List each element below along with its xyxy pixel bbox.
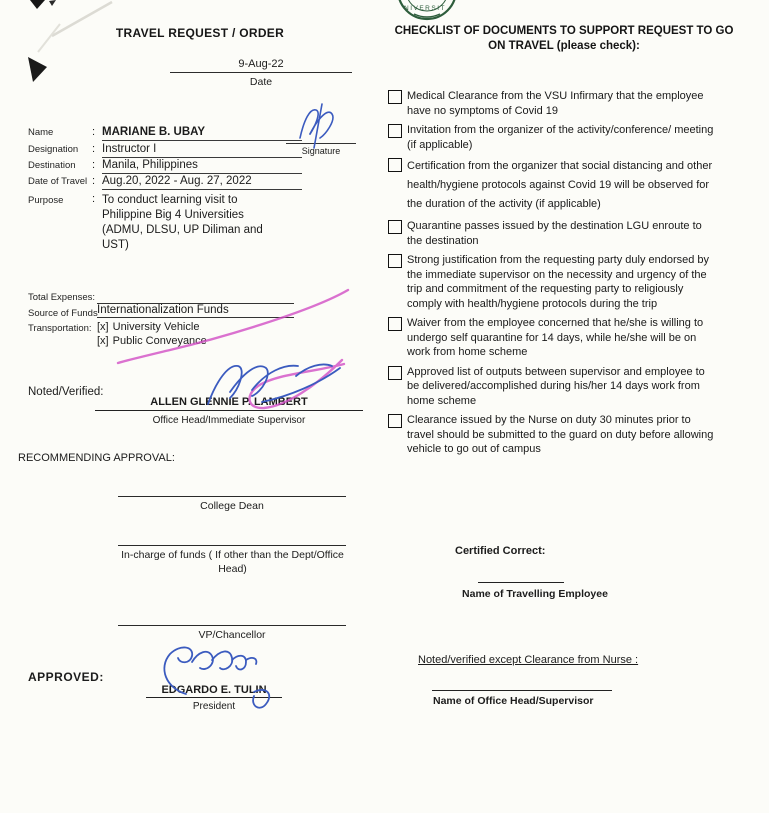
colon: : bbox=[92, 126, 96, 138]
college-dean-signature-line bbox=[118, 482, 346, 497]
office-head-label: Name of Office Head/Supervisor bbox=[433, 695, 594, 707]
checklist-item-strong-justification bbox=[388, 253, 728, 311]
vp-chancellor-signature-line bbox=[118, 611, 346, 626]
travelling-employee-label: Name of Travelling Employee bbox=[462, 588, 608, 600]
checklist bbox=[388, 89, 728, 462]
checklist-item-text: Waiver from the employee concerned that he/she is willing to undergo self quarantine for 14 days, while he/she will be on work from home scheme bbox=[407, 317, 704, 358]
president-signature-ink bbox=[164, 647, 269, 707]
checklist-item-text: Quarantine passes issued by the destination LGU enroute to the destination bbox=[407, 220, 702, 247]
date-of-travel-value: Aug.20, 2022 - Aug. 27, 2022 bbox=[102, 175, 302, 190]
checklist-item-text: Clearance issued by the Nurse on duty 30 minutes prior to travel should be submitted to the guard on duty before allowing vehicle to go out of campus bbox=[407, 414, 714, 455]
transportation-option-university-vehicle bbox=[97, 321, 199, 333]
incharge-of-funds-label: In-charge of funds ( If other than the Dept/Office Head) bbox=[121, 549, 344, 575]
option-label: Public Conveyance bbox=[112, 335, 207, 347]
date-value: 9-Aug-22 bbox=[170, 58, 352, 73]
colon: : bbox=[92, 159, 96, 171]
checklist-item-invitation bbox=[388, 123, 728, 152]
source-of-funds-label: Source of Funds bbox=[28, 308, 98, 319]
checklist-item-nurse-clearance bbox=[388, 413, 728, 457]
checkbox bbox=[388, 124, 402, 138]
colon: : bbox=[92, 175, 96, 187]
transportation-option-public-conveyance bbox=[97, 335, 207, 347]
option-label: University Vehicle bbox=[112, 321, 200, 333]
designation-label: Designation bbox=[28, 144, 79, 155]
checkbox bbox=[388, 90, 402, 104]
destination-label: Destination bbox=[28, 160, 76, 171]
purpose-label: Purpose bbox=[28, 195, 64, 206]
checklist-item-medical-clearance bbox=[388, 89, 728, 118]
checklist-title: CHECKLIST OF DOCUMENTS TO SUPPORT REQUEST TO GO ON TRAVEL (please check): bbox=[394, 25, 734, 52]
university-seal bbox=[398, 0, 456, 19]
noted-verified-label: Noted/Verified: bbox=[28, 386, 104, 398]
noted-except-clearance-label: Noted/verified except Clearance from Nurse : bbox=[418, 654, 639, 666]
office-head-signature-line bbox=[432, 674, 612, 691]
colon: : bbox=[92, 143, 96, 155]
checkbox bbox=[388, 366, 402, 380]
date-of-travel-label: Date of Travel bbox=[28, 176, 88, 187]
president-name: EDGARDO E. TULIN bbox=[146, 684, 282, 698]
scan-corner-artifacts bbox=[28, 0, 112, 82]
signature-label: Signature bbox=[301, 146, 341, 156]
certified-correct-label: Certified Correct: bbox=[455, 545, 546, 557]
checklist-item-text: Approved list of outputs between supervisor and employee to be delivered/accomplished during his/her 14 days work from home scheme bbox=[407, 365, 705, 407]
checklist-item-text: Certification from the organizer that social distancing and other health/hygiene protocols against Covid 19 will be observed for the duration of the activity (if applicable) bbox=[407, 160, 713, 210]
vp-chancellor-label: VP/Chancellor bbox=[198, 629, 266, 641]
checklist-item-certification bbox=[388, 157, 728, 214]
designation-value: Instructor I bbox=[102, 143, 302, 158]
applicant-signature-line bbox=[286, 129, 356, 144]
checkbox bbox=[388, 220, 402, 234]
colon: : bbox=[92, 193, 96, 205]
total-expenses-blank-line bbox=[97, 290, 294, 304]
transportation-label: Transportation: bbox=[28, 323, 92, 334]
checkbox bbox=[388, 254, 402, 268]
field-row-destination bbox=[28, 159, 302, 174]
approved-label: APPROVED: bbox=[28, 670, 104, 684]
checklist-item-approved-outputs bbox=[388, 365, 728, 409]
checklist-item-text: Medical Clearance from the VSU Infirmary that the employee have no symptoms of Covid 19 bbox=[407, 90, 704, 117]
checkbox bbox=[388, 414, 402, 428]
checked-mark: [x] bbox=[97, 321, 109, 333]
college-dean-label: College Dean bbox=[200, 500, 264, 512]
field-row-designation bbox=[28, 143, 302, 158]
seal-text: NIVERSIT bbox=[404, 5, 446, 12]
date-label: Date bbox=[249, 76, 273, 88]
checkbox bbox=[388, 317, 402, 331]
destination-value: Manila, Philippines bbox=[102, 159, 302, 174]
president-title: President bbox=[192, 701, 236, 712]
field-row-name bbox=[28, 126, 302, 141]
form-title: TRAVEL REQUEST / ORDER bbox=[115, 26, 285, 40]
checkbox bbox=[388, 158, 402, 172]
incharge-of-funds-signature-line bbox=[118, 531, 346, 546]
travelling-employee-signature-line bbox=[478, 568, 564, 583]
checklist-item-waiver bbox=[388, 316, 728, 360]
source-of-funds-value: Internationalization Funds bbox=[97, 304, 294, 318]
checklist-item-quarantine-passes bbox=[388, 219, 728, 248]
field-row-purpose bbox=[28, 193, 272, 254]
checked-mark: [x] bbox=[97, 335, 109, 347]
checklist-item-text: Invitation from the organizer of the activity/conference/ meeting (if applicable) bbox=[407, 124, 714, 151]
field-row-date-of-travel bbox=[28, 175, 302, 190]
supervisor-title: Office Head/Immediate Supervisor bbox=[152, 415, 306, 426]
name-value: MARIANE B. UBAY bbox=[102, 126, 302, 141]
purpose-value: To conduct learning visit to Philippine Big 4 Universities (ADMU, DLSU, UP Diliman and UST) bbox=[102, 194, 263, 251]
supervisor-name: ALLEN GLENNIE P. LAMBERT bbox=[95, 396, 363, 411]
recommending-approval-label: RECOMMENDING APPROVAL: bbox=[18, 452, 175, 464]
name-label: Name bbox=[28, 127, 54, 138]
checklist-item-text: Strong justification from the requesting party duly endorsed by the immediate supervisor on the necessity and urgency of the trip and commitment of the requesting party to religiously comply with health/hygiene protocols during the trip bbox=[407, 254, 710, 310]
total-expenses-label: Total Expenses: bbox=[28, 292, 96, 303]
